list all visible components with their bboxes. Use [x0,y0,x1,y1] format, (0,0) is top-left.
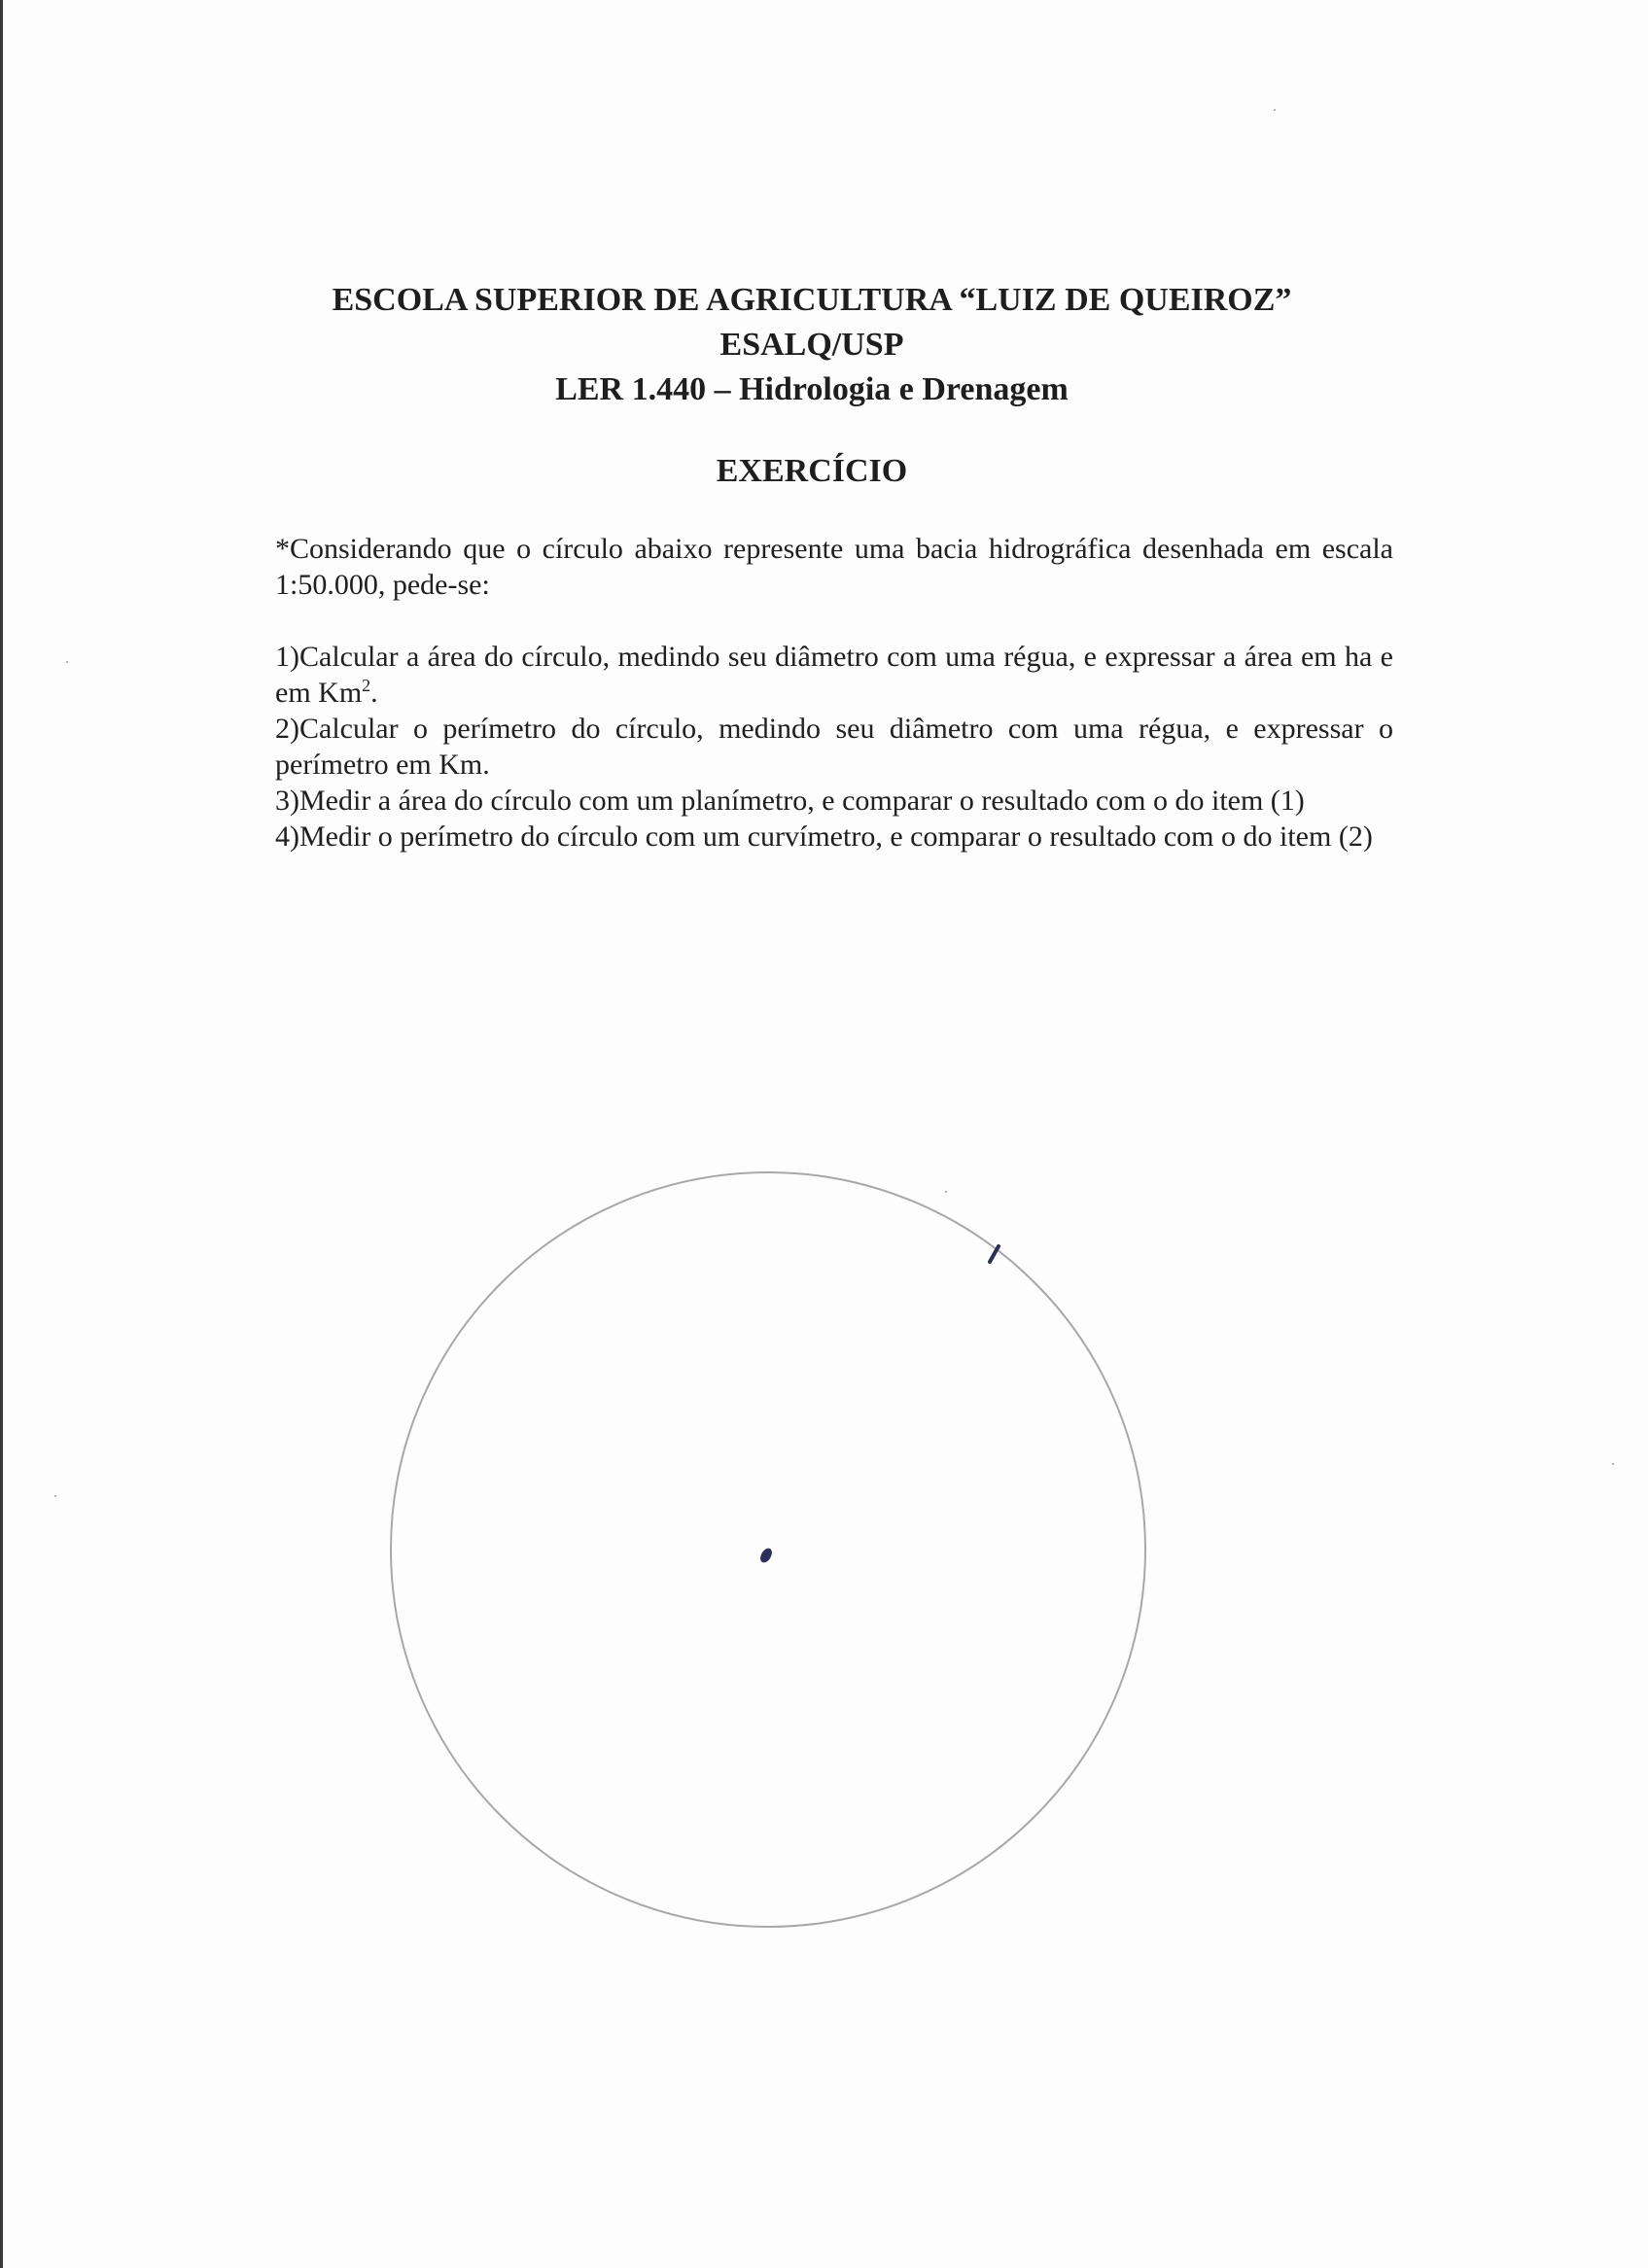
exercise-item-1-superscript: 2 [362,676,371,695]
exercise-intro: *Considerando que o círculo abaixo represente uma bacia hidrográfica desenhada em escala 1:50.000, pede-se: [275,533,1393,601]
institution-acronym: ESALQ/USP [719,327,904,363]
scan-speck [1612,1463,1614,1465]
scan-speck [66,661,68,663]
exercise-item-3: 3)Medir a área do círculo com um planímetro, e comparar o resultado com o do item (1) [275,785,1305,817]
scan-speck [945,1191,947,1193]
scan-speck [1274,109,1276,111]
exercise-item-4: 4)Medir o perímetro do círculo com um curvímetro, e comparar o resultado com o do item (2) [275,820,1373,853]
exercise-title: EXERCÍCIO [716,453,908,489]
exercise-item-2: 2)Calcular o perímetro do círculo, medindo seu diâmetro com uma régua, e expressar o perímetro em Km. [275,713,1393,781]
scan-speck [54,1495,56,1497]
course-title: LER 1.440 – Hidrologia e Drenagem [555,371,1069,407]
institution-name: ESCOLA SUPERIOR DE AGRICULTURA “LUIZ DE QUEIROZ” [332,282,1292,318]
exercise-item-1-end: . [370,677,378,709]
circle-center-mark [758,1547,775,1565]
exercise-item-1-text: 1)Calcular a área do círculo, medindo seu diâmetro com uma régua, e expressar a área em ha e em Km [275,641,1393,709]
